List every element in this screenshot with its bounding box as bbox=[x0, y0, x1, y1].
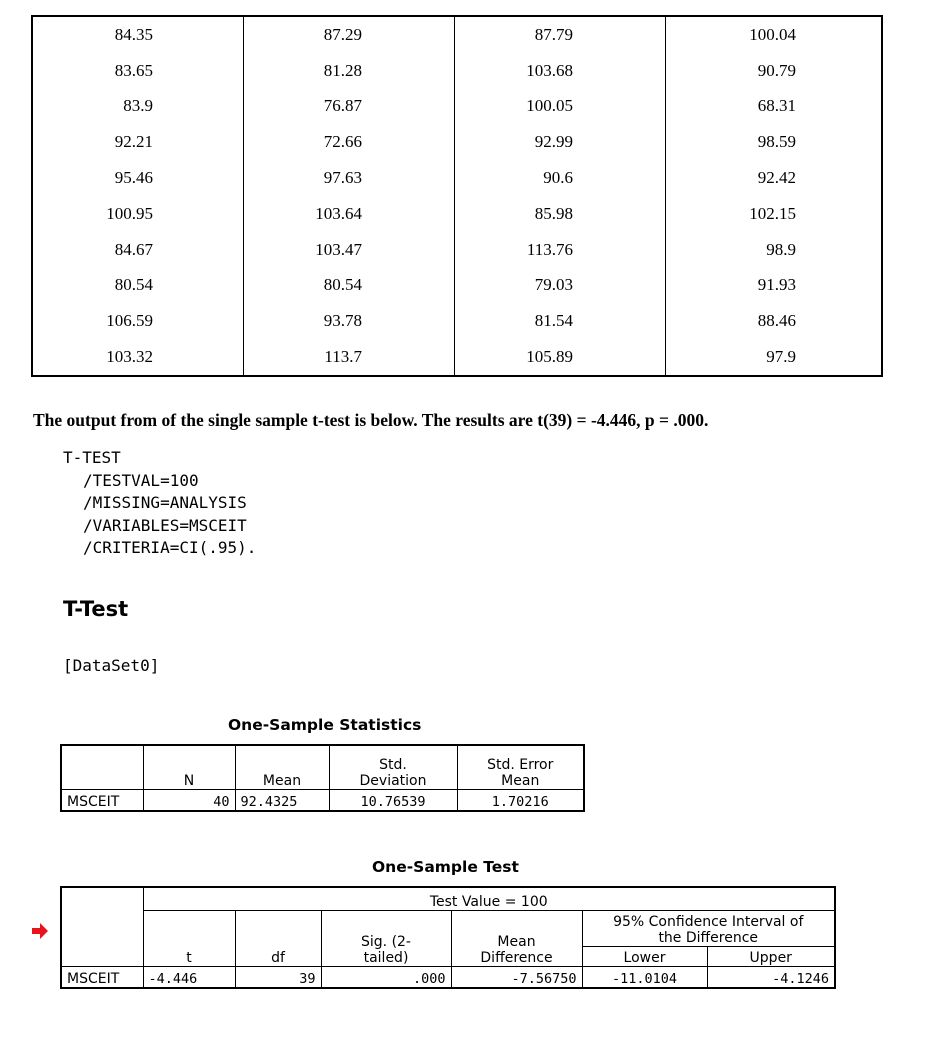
data-value: 106.59 bbox=[106, 311, 153, 331]
stats-header-std-dev-2: Deviation bbox=[359, 772, 427, 789]
data-value: 90.6 bbox=[543, 168, 573, 188]
data-row bbox=[32, 232, 882, 268]
data-value: 83.9 bbox=[123, 96, 153, 116]
data-cell bbox=[244, 53, 455, 89]
data-cell bbox=[455, 89, 666, 125]
data-cell bbox=[666, 160, 883, 196]
test-header-mean-diff bbox=[451, 910, 582, 966]
data-value: 91.93 bbox=[757, 275, 796, 295]
data-value: 84.67 bbox=[114, 239, 153, 259]
data-value: 68.31 bbox=[757, 96, 796, 116]
test-header-sig-2: tailed) bbox=[363, 949, 409, 966]
data-cell bbox=[666, 16, 883, 53]
stats-table bbox=[60, 744, 585, 812]
data-cell bbox=[455, 53, 666, 89]
data-cell bbox=[32, 16, 244, 53]
data-value: 105.89 bbox=[526, 347, 573, 367]
test-header-sig-1: Sig. (2- bbox=[361, 933, 411, 950]
stats-se: 1.70216 bbox=[457, 789, 584, 811]
data-value: 95.46 bbox=[114, 168, 153, 188]
test-upper: -4.1246 bbox=[707, 966, 835, 988]
data-cell bbox=[455, 339, 666, 376]
data-value: 87.29 bbox=[323, 24, 362, 44]
data-cell bbox=[455, 16, 666, 53]
data-row bbox=[32, 89, 882, 125]
data-cell bbox=[32, 124, 244, 160]
stats-n: 40 bbox=[143, 789, 235, 811]
syntax-line: /TESTVAL=100 bbox=[83, 470, 199, 490]
data-cell bbox=[32, 303, 244, 339]
data-cell bbox=[666, 268, 883, 304]
data-value: 72.66 bbox=[323, 132, 362, 152]
stats-row-label: MSCEIT bbox=[61, 789, 143, 811]
test-value-header: Test Value = 100 bbox=[143, 887, 835, 910]
data-value: 76.87 bbox=[323, 96, 362, 116]
data-value: 102.15 bbox=[749, 203, 796, 223]
data-value: 97.9 bbox=[766, 347, 796, 367]
stats-std-dev: 10.76539 bbox=[329, 789, 457, 811]
test-mean-diff: -7.56750 bbox=[451, 966, 582, 988]
data-cell bbox=[244, 124, 455, 160]
data-cell bbox=[666, 89, 883, 125]
test-header-upper: Upper bbox=[707, 946, 835, 966]
test-caption: One-Sample Test bbox=[372, 858, 519, 876]
data-row bbox=[32, 160, 882, 196]
data-row bbox=[32, 339, 882, 376]
data-value: 92.42 bbox=[757, 168, 796, 188]
test-sig: .000 bbox=[321, 966, 451, 988]
data-cell bbox=[455, 303, 666, 339]
syntax-line: /MISSING=ANALYSIS bbox=[83, 493, 247, 512]
data-cell bbox=[32, 339, 244, 376]
data-cell bbox=[244, 160, 455, 196]
data-cell bbox=[666, 196, 883, 232]
test-t: -4.446 bbox=[143, 966, 235, 988]
stats-caption: One-Sample Statistics bbox=[228, 716, 422, 734]
data-cell bbox=[244, 232, 455, 268]
syntax-block bbox=[63, 447, 256, 560]
data-cell bbox=[32, 268, 244, 304]
data-cell bbox=[455, 232, 666, 268]
data-cell bbox=[32, 232, 244, 268]
test-header-lower: Lower bbox=[582, 946, 707, 966]
dataset-label: [DataSet0] bbox=[63, 656, 160, 675]
data-value: 100.05 bbox=[526, 96, 573, 116]
data-cell bbox=[244, 196, 455, 232]
stats-header-n: N bbox=[143, 745, 235, 789]
data-value: 100.95 bbox=[106, 203, 153, 223]
data-value: 103.47 bbox=[315, 239, 362, 259]
intro-text: The output from of the single sample t-test is below. The results are t(39) = -4.446, p = .000. bbox=[33, 410, 709, 430]
data-cell bbox=[666, 339, 883, 376]
data-cell bbox=[244, 16, 455, 53]
data-value: 90.79 bbox=[757, 60, 796, 80]
test-header-ci-2: the Difference bbox=[658, 929, 759, 946]
data-value: 103.32 bbox=[106, 347, 153, 367]
data-value: 93.78 bbox=[323, 311, 362, 331]
data-row bbox=[32, 268, 882, 304]
data-row bbox=[32, 303, 882, 339]
data-value: 92.99 bbox=[534, 132, 573, 152]
data-value: 92.21 bbox=[114, 132, 153, 152]
data-cell bbox=[244, 339, 455, 376]
data-cell bbox=[666, 53, 883, 89]
data-cell bbox=[455, 160, 666, 196]
test-table bbox=[60, 886, 836, 989]
test-header-t: t bbox=[143, 910, 235, 966]
data-cell bbox=[455, 268, 666, 304]
data-value: 113.76 bbox=[526, 239, 573, 259]
data-value: 97.63 bbox=[323, 168, 362, 188]
test-header-ci bbox=[582, 910, 835, 946]
data-value: 100.04 bbox=[749, 24, 796, 44]
stats-header-blank bbox=[61, 745, 143, 789]
data-value: 81.54 bbox=[534, 311, 573, 331]
test-df: 39 bbox=[235, 966, 321, 988]
test-header-md-1: Mean bbox=[497, 933, 536, 950]
stats-header-se-2: Mean bbox=[501, 772, 540, 789]
syntax-line: /CRITERIA=CI(.95). bbox=[83, 538, 257, 557]
right-arrow-icon bbox=[30, 921, 50, 941]
test-header-df: df bbox=[235, 910, 321, 966]
data-value: 88.46 bbox=[757, 311, 796, 331]
data-cell bbox=[32, 89, 244, 125]
data-cell bbox=[244, 89, 455, 125]
data-value: 83.65 bbox=[114, 60, 153, 80]
data-table bbox=[31, 15, 883, 377]
data-cell bbox=[455, 196, 666, 232]
data-cell bbox=[32, 196, 244, 232]
data-cell bbox=[244, 268, 455, 304]
test-row-label: MSCEIT bbox=[61, 966, 143, 988]
stats-header-std-dev bbox=[329, 745, 457, 789]
data-value: 103.64 bbox=[315, 203, 362, 223]
data-value: 98.9 bbox=[766, 239, 796, 259]
data-value: 81.28 bbox=[323, 60, 362, 80]
stats-header-std-dev-1: Std. bbox=[379, 756, 407, 773]
data-value: 80.54 bbox=[323, 275, 362, 295]
stats-header-se-1: Std. Error bbox=[487, 756, 554, 773]
syntax-line: /VARIABLES=MSCEIT bbox=[83, 515, 247, 535]
data-row bbox=[32, 196, 882, 232]
stats-mean: 92.4325 bbox=[235, 789, 329, 811]
test-header-blank bbox=[61, 887, 143, 966]
data-value: 103.68 bbox=[526, 60, 573, 80]
stats-header-mean: Mean bbox=[235, 745, 329, 789]
syntax-command: T-TEST bbox=[63, 448, 121, 467]
test-header-md-2: Difference bbox=[480, 949, 553, 966]
data-row bbox=[32, 53, 882, 89]
data-cell bbox=[455, 124, 666, 160]
data-cell bbox=[244, 303, 455, 339]
test-header-sig bbox=[321, 910, 451, 966]
data-value: 85.98 bbox=[534, 203, 573, 223]
test-header-ci-1: 95% Confidence Interval of bbox=[613, 913, 804, 930]
ttest-title: T-Test bbox=[63, 597, 129, 621]
data-cell bbox=[666, 232, 883, 268]
data-value: 84.35 bbox=[114, 24, 153, 44]
data-value: 80.54 bbox=[114, 275, 153, 295]
data-value: 98.59 bbox=[757, 132, 796, 152]
data-cell bbox=[32, 53, 244, 89]
data-value: 87.79 bbox=[534, 24, 573, 44]
data-cell bbox=[666, 124, 883, 160]
data-cell bbox=[32, 160, 244, 196]
data-value: 113.7 bbox=[324, 347, 362, 367]
data-cell bbox=[666, 303, 883, 339]
data-row bbox=[32, 16, 882, 53]
stats-header-se bbox=[457, 745, 584, 789]
test-lower: -11.0104 bbox=[582, 966, 707, 988]
data-value: 79.03 bbox=[534, 275, 573, 295]
data-row bbox=[32, 124, 882, 160]
